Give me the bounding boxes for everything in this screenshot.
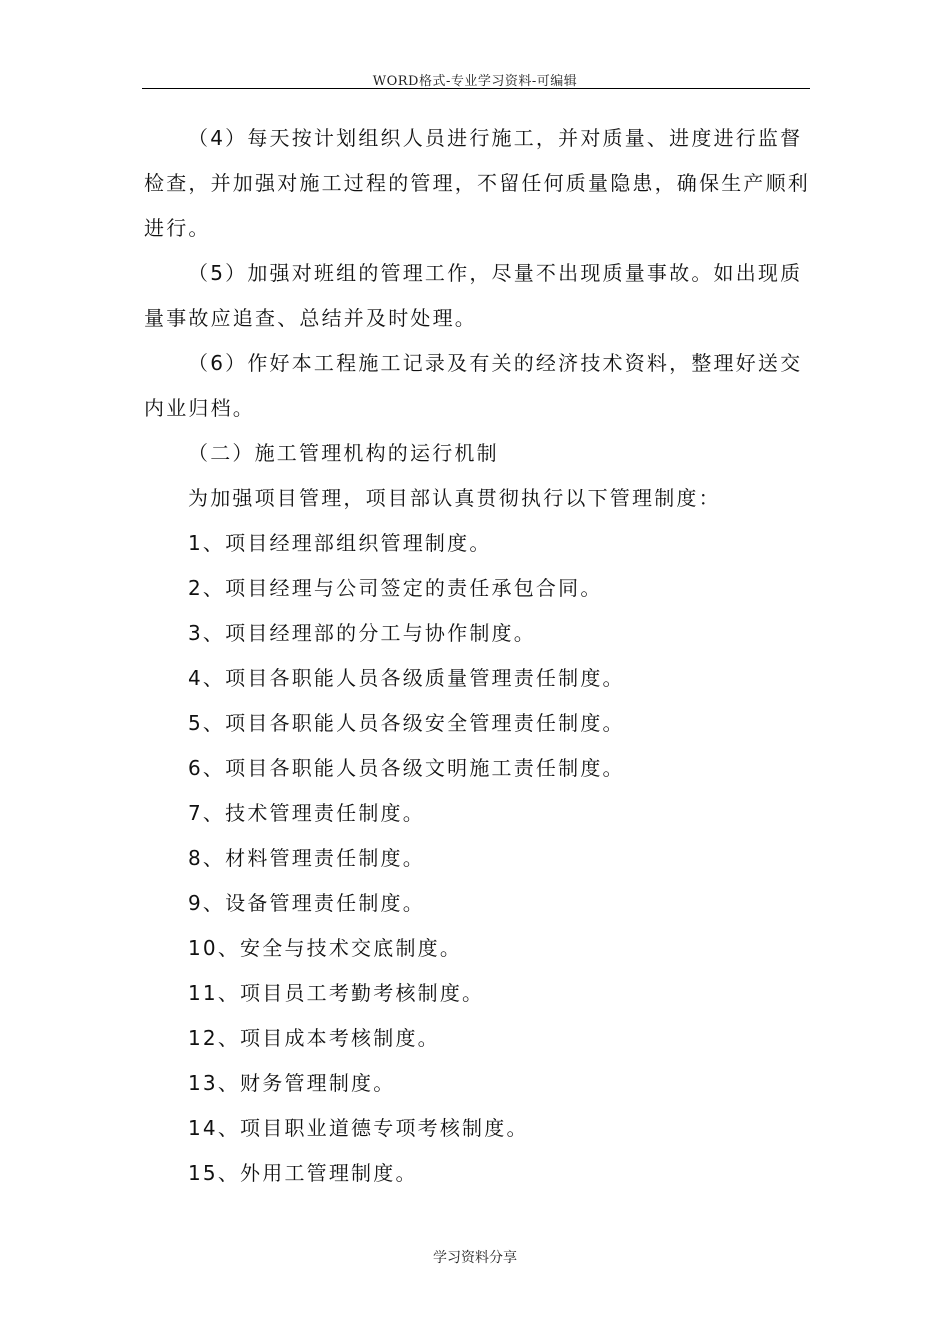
list-item: 11、项目员工考勤考核制度。: [188, 981, 485, 1005]
section-heading: （二）施工管理机构的运行机制: [188, 441, 499, 465]
page-header-title: WORD格式-专业学习资料-可编辑: [372, 74, 578, 89]
list-item: 12、项目成本考核制度。: [188, 1026, 440, 1050]
list-item: 10、安全与技术交底制度。: [188, 936, 463, 960]
header-divider: [142, 88, 810, 89]
intro-paragraph: 为加强项目管理，项目部认真贯彻执行以下管理制度：: [188, 486, 721, 510]
list-item: 9、设备管理责任制度。: [188, 891, 425, 915]
list-item: 7、技术管理责任制度。: [188, 801, 425, 825]
list-item: 6、项目各职能人员各级文明施工责任制度。: [188, 756, 625, 780]
list-item: 5、项目各职能人员各级安全管理责任制度。: [188, 711, 625, 735]
paragraph-item-4: （4）每天按计划组织人员进行施工，并对质量、进度进行监督检查，并加强对施工过程的管理，不留任何质量隐患，确保生产顺利进行。: [144, 126, 810, 240]
list-item: 14、项目职业道德专项考核制度。: [188, 1116, 529, 1140]
document-body: [144, 116, 810, 1196]
list-item: 8、材料管理责任制度。: [188, 846, 425, 870]
list-item: 15、外用工管理制度。: [188, 1161, 418, 1185]
paragraph-item-6: （6）作好本工程施工记录及有关的经济技术资料，整理好送交内业归档。: [144, 351, 803, 420]
page-footer: 学习资料分享: [433, 1250, 517, 1266]
list-item: 1、项目经理部组织管理制度。: [188, 531, 492, 555]
regulation-list: [144, 521, 810, 1196]
list-item: 4、项目各职能人员各级质量管理责任制度。: [188, 666, 625, 690]
list-item: 13、财务管理制度。: [188, 1071, 396, 1095]
list-item: 3、项目经理部的分工与协作制度。: [188, 621, 536, 645]
list-item: 2、项目经理与公司签定的责任承包合同。: [188, 576, 603, 600]
paragraph-item-5: （5）加强对班组的管理工作，尽量不出现质量事故。如出现质量事故应追查、总结并及时处理。: [144, 261, 803, 330]
